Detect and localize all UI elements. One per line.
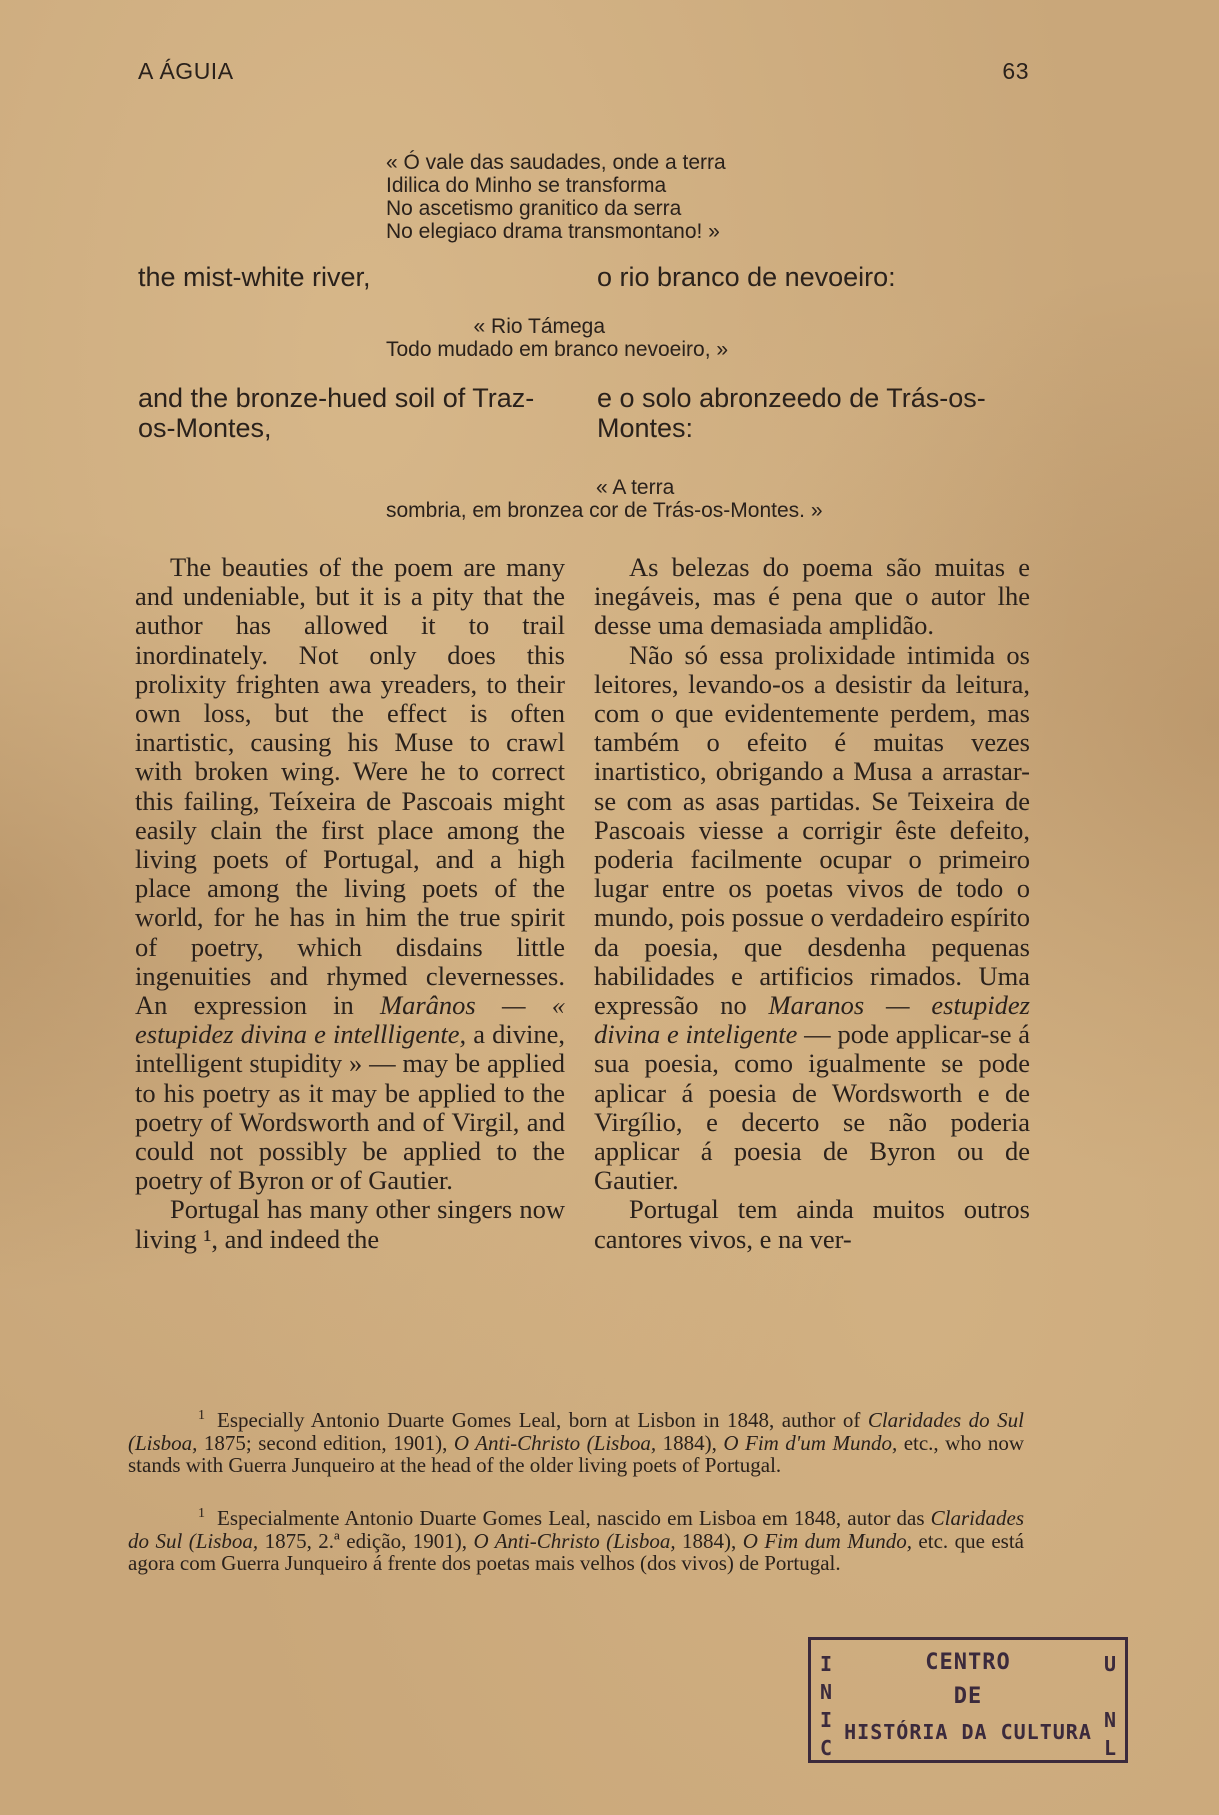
footnote-text: etc. que está agora com Guerra Junqueiro á frente dos poetas mais velhos (dos vivos) de Portugal. bbox=[128, 1528, 1024, 1575]
portuguese-italic-quote: Maranos — estupidez divina e inteligente bbox=[594, 990, 1030, 1050]
stamp-left-letters: I N I C bbox=[819, 1652, 833, 1760]
stamp-line-3: HISTÓRIA DA CULTURA bbox=[844, 1720, 1092, 1744]
english-paragraph-1 bbox=[135, 553, 565, 1195]
footnote-title: Claridades do Sul (Lisboa, bbox=[128, 1506, 1024, 1553]
stamp-line-1: CENTRO bbox=[925, 1650, 1011, 1675]
footnote-text: Especially Antonio Duarte Gomes Leal, born at Lisbon in 1848, author of bbox=[217, 1408, 868, 1432]
footnote-mark: 1 bbox=[198, 1408, 205, 1423]
english-line-2: and the bronze-hued soil of Traz-os-Montes, bbox=[138, 383, 535, 443]
english-text: The beauties of the poem are many and undeniable, but it is a pity that the author has allowed it to trail inordinately. Not only does this prolixity frighten awa yreaders, to their own loss, but the effect is often inartistic, causing his Muse to crawl with broken wing. Were he to correct this failing, Teíxeira de Pascoais might easily clain the first place among the living poets of Portugal, and a high place among the living poets of the world, for he has in him the true spirit of poetry, which disdains little ingenuities and rhymed clevernesses. An expression in bbox=[135, 552, 565, 1021]
verse-quote-2: « Rio Támega Todo mudado em branco nevoeiro, » bbox=[386, 315, 729, 361]
english-column bbox=[135, 553, 565, 1254]
english-paragraph-2: Portugal has many other singers now living ¹, and indeed the bbox=[135, 1194, 565, 1254]
footnote-text: 1884), bbox=[656, 1430, 724, 1455]
portuguese-text-end: — pode applicar-se á sua poesia, como igualmente se pode aplicar á poesia de Wordsworth e de Virgílio, e decerto se não poderia applicar á poesia de Byron ou de Gautier. bbox=[594, 1019, 1030, 1196]
stamp-right-letters: U N L bbox=[1103, 1652, 1117, 1760]
footnote-text: 1875, 2.ª edição, 1901), bbox=[258, 1528, 474, 1553]
footnote-text: etc., who now stands with Guerra Junqueiro at the head of the older living poets of Portugal. bbox=[128, 1430, 1024, 1477]
verse-quote-1: « Ó vale das saudades, onde a terra Idilica do Minho se transforma No ascetismo granitico da serra No elegiaco drama transmontano! » bbox=[386, 151, 726, 243]
portuguese-line-2: e o solo abronzeedo de Trás-os-Montes: bbox=[597, 383, 986, 443]
footnote-text: 1884), bbox=[675, 1528, 743, 1553]
portuguese-line-1: o rio branco de nevoeiro: bbox=[597, 262, 896, 292]
footnote-portuguese bbox=[128, 1503, 1024, 1575]
footnote-text: Especialmente Antonio Duarte Gomes Leal, nascido em Lisboa em 1848, autor das bbox=[217, 1506, 931, 1530]
footnote-title: O Anti-Christo (Lisboa, bbox=[453, 1430, 657, 1455]
english-italic-quote: Marânos — « estupidez divina e intellligente, bbox=[135, 990, 566, 1050]
page-number: 63 bbox=[1002, 58, 1029, 84]
footnote-english bbox=[128, 1405, 1024, 1477]
archive-stamp bbox=[808, 1637, 1128, 1763]
footnote-title: O Fim dum Mundo, bbox=[742, 1528, 912, 1553]
english-text-end: a divine, intelligent stupidity » — may be applied to his poetry as it may be applied to the poetry of Wordsworth and of Virgil, and could not possibly be applied to the poetry of Byron or of Gautier. bbox=[135, 1019, 565, 1196]
footnote-mark: 1 bbox=[198, 1506, 205, 1521]
english-line-1: the mist-white river, bbox=[138, 262, 371, 292]
portuguese-paragraph-1: As belezas do poema são muitas e inegáveis, mas é pena que o autor lhe desse uma demasiada amplidão. bbox=[594, 552, 1030, 641]
portuguese-text: Não só essa prolixidade intimida os leitores, levando-os a desistir da leitura, com o que evidentemente perdem, mas também o efeito é muitas vezes inartistico, obrigando a Musa a arrastar-se com as asas partidas. Se Teixeira de Pascoais viesse a corrigir êste defeito, poderia facilmente ocupar o primeiro lugar entre os poetas vivos de todo o mundo, pois possue o verdadeiro espírito da poesia, que desdenha pequenas habilidades e artificios rimados. Uma expressão no bbox=[594, 639, 1030, 1021]
footnote-title: O Fim d'um Mundo, bbox=[723, 1430, 898, 1455]
verse-quote-3: « A terra sombria, em bronzea cor de Trás-os-Montes. » bbox=[386, 476, 823, 522]
portuguese-paragraph-3: Portugal tem ainda muitos outros cantores vivos, e na ver- bbox=[594, 1194, 1030, 1254]
portuguese-paragraph-2 bbox=[594, 641, 1030, 1196]
running-head-title: A ÁGUIA bbox=[138, 58, 234, 84]
footnote-title: O Anti-Christo (Lisboa, bbox=[473, 1528, 676, 1553]
portuguese-column bbox=[594, 553, 1030, 1254]
footnote-text: 1875; second edition, 1901), bbox=[197, 1430, 454, 1455]
stamp-line-2: DE bbox=[953, 1684, 983, 1709]
footnote-title: Claridades do Sul (Lisboa, bbox=[128, 1408, 1024, 1455]
